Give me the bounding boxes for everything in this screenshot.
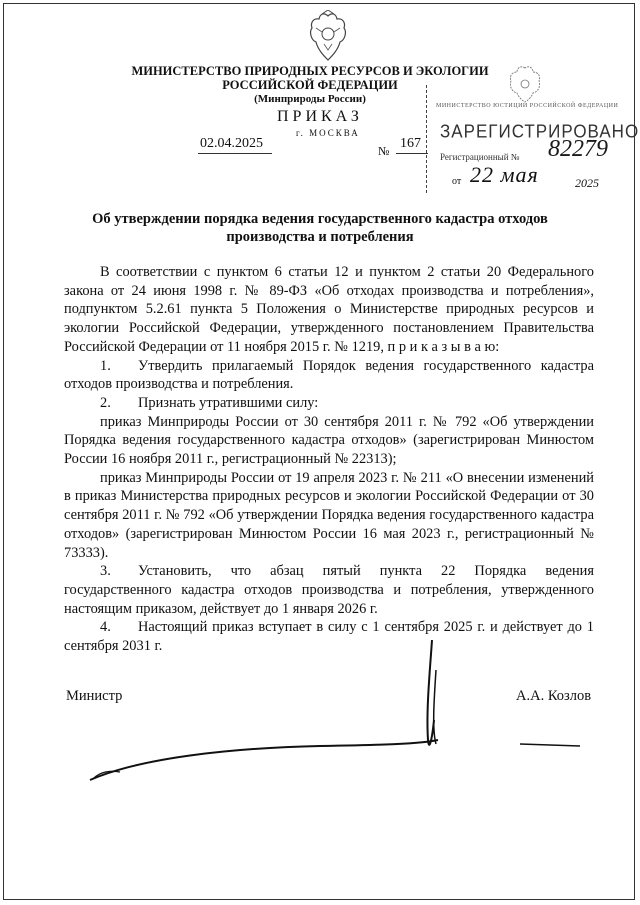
number-underline [396, 153, 428, 154]
document-title-line1: Об утверждении порядка ведения государственного кадастра отходов [92, 211, 548, 227]
document-type: ПРИКАЗ [277, 108, 363, 125]
stamp-registered-label: ЗАРЕГИСТРИРОВАНО [440, 121, 640, 142]
stamp-authority-text: МИНИСТЕРСТВО ЮСТИЦИИ РОССИЙСКОЙ ФЕДЕРАЦИИ [436, 103, 619, 109]
document-title [70, 210, 570, 246]
order-date: 02.04.2025 [200, 136, 263, 151]
stamp-reg-number-label: Регистрационный № [440, 152, 520, 162]
ministry-name-line1: МИНИСТЕРСТВО ПРИРОДНЫХ РЕСУРСОВ И ЭКОЛОГИИ [131, 64, 489, 78]
stamp-date-handwritten: 22 мая [470, 162, 539, 187]
signatory-name: А.А. Козлов [516, 688, 592, 704]
coat-of-arms-emblem [306, 10, 350, 62]
item-1-number: 1. [100, 357, 111, 374]
date-underline [198, 153, 272, 154]
stamp-year: 2025 [575, 176, 599, 190]
preamble-paragraph: В соответствии с пунктом 6 статьи 12 и пунктом 2 статьи 20 Федерального закона от 24 июня 1998 г. № 89-ФЗ «Об отходах производства и потребления», подпунктом 5.2.61 пункта 5 Положения о Министерстве природных ресурсов и экологии Российской Федерации, утвержденного постановлением Правительства Российской Федерации от 11 ноября 2015 г. № 1219, п р и к а з ы в а ю: [64, 264, 594, 355]
item-2-text: Признать утратившими силу: [138, 394, 319, 411]
item-2 [64, 394, 594, 413]
item-1-text: Утвердить прилагаемый Порядок ведения государственного кадастра отходов производства и потребления. [64, 357, 594, 393]
city-label: г. МОСКВА [296, 128, 360, 138]
item-2-number: 2. [100, 394, 111, 411]
ministry-name-line2: РОССИЙСКОЙ ФЕДЕРАЦИИ [222, 78, 398, 92]
document-body [64, 263, 594, 656]
stamp-from-label: от [452, 176, 462, 187]
order-number: 167 [400, 136, 421, 151]
ministry-short-name: (Минприроды России) [254, 93, 366, 105]
signatory-position: Министр [66, 688, 123, 704]
stamp-reg-number: 82279 [548, 136, 608, 162]
item-3-text: Установить, что абзац пятый пункта 22 Порядка ведения государственного кадастра отходов производства и потребления, утвержденного настоящим приказом, действует до 1 января 2026 г. [64, 563, 594, 617]
item-4-number: 4. [100, 619, 111, 636]
item-1 [64, 357, 594, 394]
item-2-subitem-a: приказ Минприроды России от 30 сентября 2011 г. № 792 «Об утверждении Порядка ведения государственного кадастра отходов» (зарегистрирован Минюстом России 16 ноября 2011 г., регистрационный № 22313); [64, 413, 594, 468]
document-title-line2: производства и потребления [226, 229, 414, 245]
number-sign: № [378, 144, 390, 158]
handwritten-signature [80, 640, 580, 800]
item-3 [64, 562, 594, 618]
item-3-number: 3. [100, 563, 111, 580]
item-4-text: Настоящий приказ вступает в силу с 1 сентября 2025 г. и действует до 1 сентября 2031 г. [64, 619, 594, 655]
item-2-subitem-b: приказ Минприроды России от 19 апреля 2023 г. № 211 «О внесении изменений в приказ Министерства природных ресурсов и экологии Российской Федерации от 30 сентября 2011 г. № 792 «Об утверждении Порядка ведения государственного кадастра отходов» (зарегистрирован Минюстом России 16 мая 2023 г., регистрационный № 73333). [64, 469, 594, 561]
